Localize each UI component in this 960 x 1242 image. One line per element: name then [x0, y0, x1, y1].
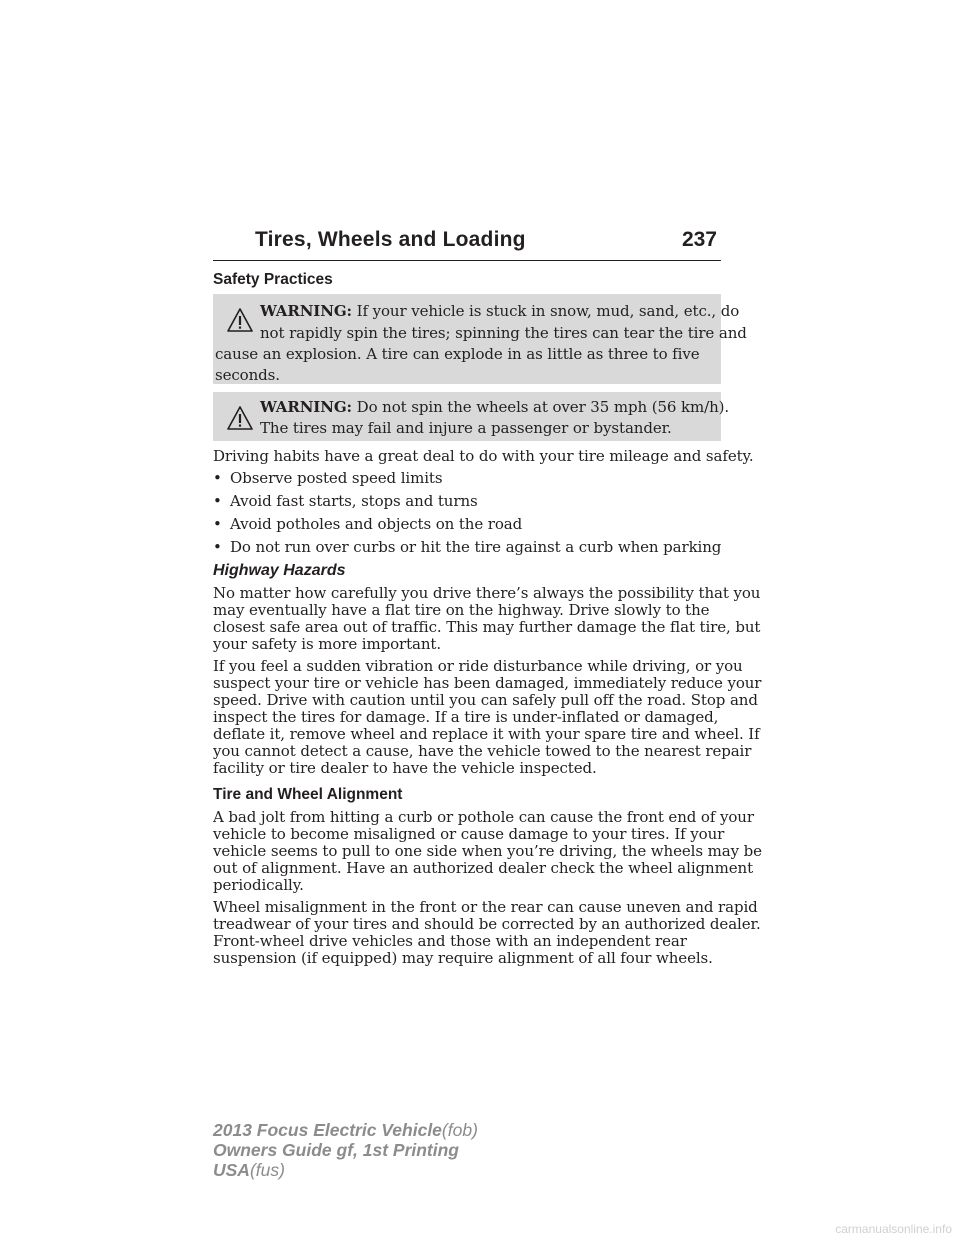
chapter-title: Tires, Wheels and Loading	[255, 228, 526, 251]
warning-triangle-icon	[227, 308, 253, 332]
section-heading-alignment: Tire and Wheel Alignment	[213, 786, 403, 803]
page-number: 237	[681, 228, 717, 251]
intro-paragraph: Driving habits have a great deal to do with your tire mileage and safety.	[213, 447, 754, 465]
footer-line-1: 2013 Focus Electric Vehicle(fob)	[213, 1120, 478, 1140]
warning-label: WARNING:	[260, 302, 352, 320]
footer-line-3: USA(fus)	[213, 1160, 285, 1180]
list-item: Do not run over curbs or hit the tire against a curb when parking	[230, 538, 722, 556]
warning-box-spin-speed	[213, 392, 730, 441]
warning-triangle-icon	[227, 406, 253, 430]
list-item: Avoid fast starts, stops and turns	[230, 492, 478, 510]
watermark: carmanualsonline.info	[835, 1222, 952, 1236]
list-item: Avoid potholes and objects on the road	[230, 515, 523, 533]
page-header	[213, 226, 721, 261]
warning-label: WARNING:	[260, 398, 352, 416]
warning-text-line: The tires may fail and injure a passenger or bystander.	[260, 419, 672, 437]
bullet-marker: •	[213, 538, 222, 556]
section-heading-highway-hazards: Highway Hazards	[213, 562, 346, 579]
bullet-marker: •	[213, 492, 222, 510]
bullet-marker: •	[213, 469, 222, 487]
footer-line-2: Owners Guide gf, 1st Printing	[213, 1140, 459, 1160]
section-heading-safety-practices: Safety Practices	[213, 271, 333, 288]
warning-text-line: cause an explosion. A tire can explode in as little as three to five	[215, 345, 700, 363]
warning-text-line: not rapidly spin the tires; spinning the tires can tear the tire and	[260, 324, 747, 342]
warning-box-stuck	[213, 294, 747, 384]
warning-text-line: seconds.	[215, 366, 280, 384]
list-item: Observe posted speed limits	[230, 469, 443, 487]
warning-text-line: WARNING: Do not spin the wheels at over 35 mph (56 km/h).	[260, 398, 730, 416]
bullet-marker: •	[213, 515, 222, 533]
warning-text-line: WARNING: If your vehicle is stuck in snow, mud, sand, etc., do	[260, 302, 740, 320]
